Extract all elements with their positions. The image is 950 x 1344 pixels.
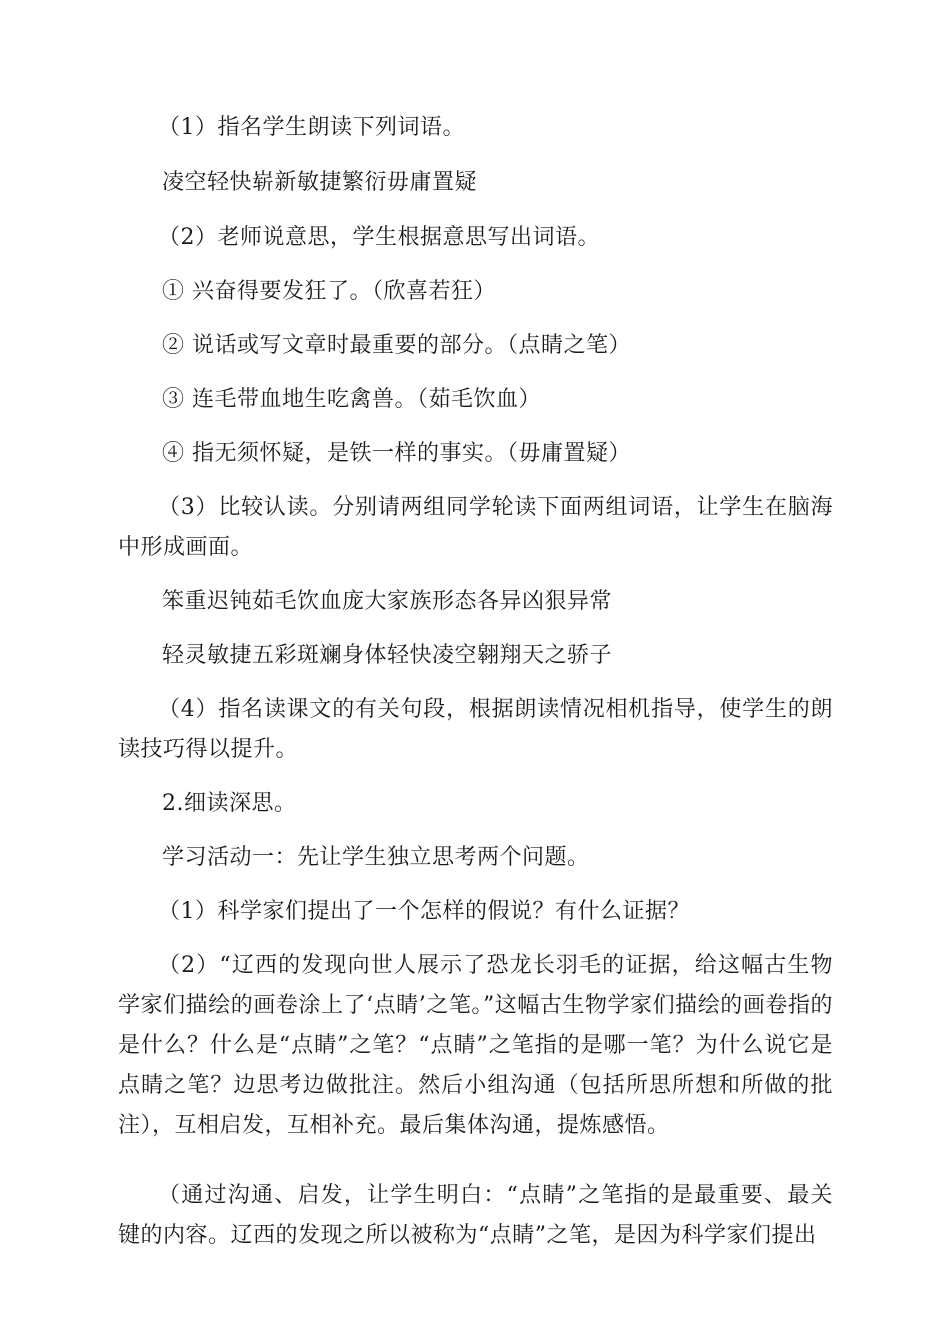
- paragraph-8: （3）比较认读。分别请两组同学轮读下面两组词语，让学生在脑海中形成画面。: [118, 495, 833, 560]
- paragraph-6: ③ 连毛带血地生吃禽兽。（茹毛饮血）: [162, 387, 541, 412]
- paragraph-2: 凌空轻快崭新敏捷繁衍毋庸置疑: [162, 170, 478, 195]
- paragraph-16: （通过沟通、启发，让学生明白：“点睛”之笔指的是最重要、最关键的内容。辽西的发现之所以被称为“点睛”之笔，是因为科学家们提出: [118, 1183, 833, 1248]
- paragraph-5: ② 说话或写文章时最重要的部分。（点睛之笔）: [162, 333, 631, 358]
- paragraph-15: （2）“辽西的发现向世人展示了恐龙长羽毛的证据，给这幅古生物学家们描绘的画卷涂上了‘点睛’之笔。”这幅古生物学家们描绘的画卷指的是什么？什么是“点睛”之笔？“点睛”之笔指的是哪一笔？为什么说它是点睛之笔？边思考边做批注。然后小组沟通（包括所思所想和所做的批注），互相启发，互相补充。最后集体沟通，提炼感悟。: [118, 953, 833, 1138]
- paragraph-4: ① 兴奋得要发狂了。（欣喜若狂）: [162, 279, 496, 304]
- paragraph-1: （1）指名学生朗读下列词语。: [158, 115, 465, 140]
- paragraph-3: （2）老师说意思，学生根据意思写出词语。: [158, 225, 600, 250]
- paragraph-13: 学习活动一：先让学生独立思考两个问题。: [162, 845, 590, 870]
- paragraph-7: ④ 指无须怀疑，是铁一样的事实。（毋庸置疑）: [162, 441, 631, 466]
- paragraph-12: 2.细读深思。: [162, 791, 297, 816]
- paragraph-14: （1）科学家们提出了一个怎样的假说？有什么证据？: [158, 899, 690, 924]
- paragraph-11: （4）指名读课文的有关句段，根据朗读情况相机指导，使学生的朗读技巧得以提升。: [118, 697, 833, 762]
- paragraph-10: 轻灵敏捷五彩斑斓身体轻快凌空翱翔天之骄子: [162, 643, 613, 668]
- paragraph-9: 笨重迟钝茹毛饮血庞大家族形态各异凶狠异常: [162, 589, 613, 614]
